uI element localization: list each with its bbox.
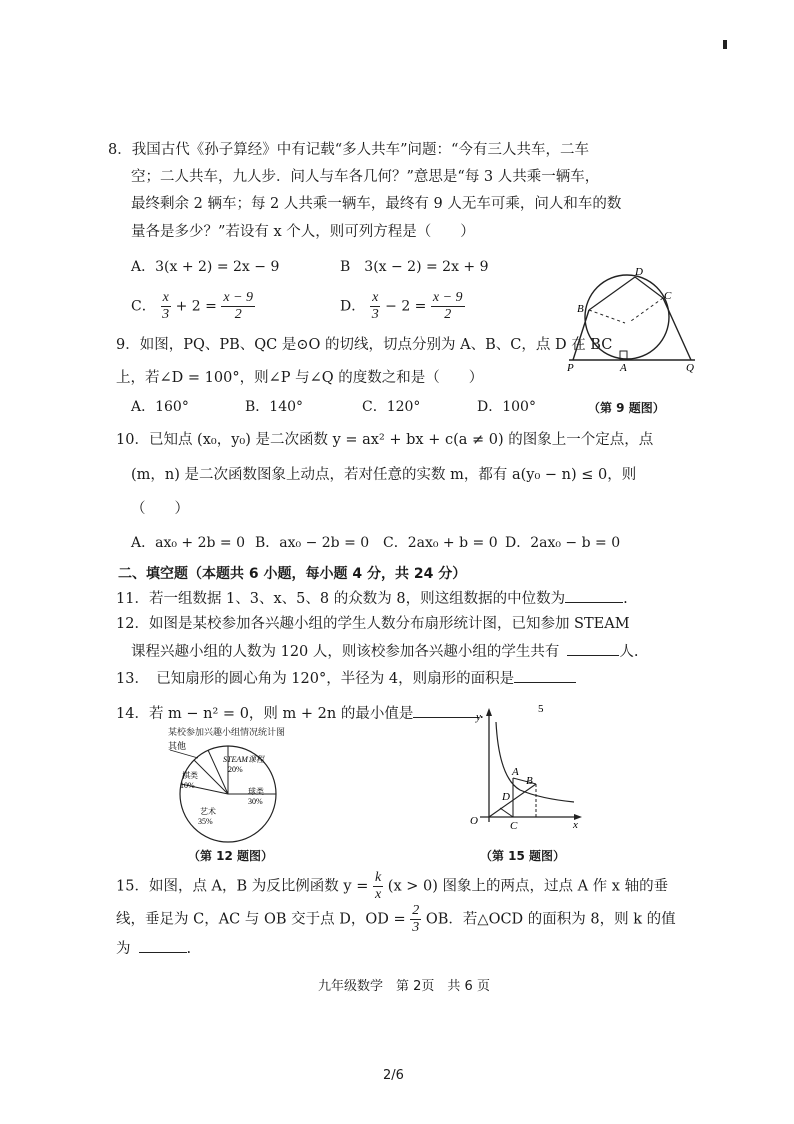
q9-label-a: A xyxy=(620,362,627,373)
q10-line1: 10．已知点 (x₀，y₀) 是二次函数 y = ax² + bx + c(a ≠ 0) 的图象上一个定点，点 xyxy=(116,432,654,448)
frac-den: 2 xyxy=(444,307,452,322)
q14-text: 14．若 m − n² = 0，则 m + 2n 的最小值是 xyxy=(116,706,414,722)
pie-label-other: 其他 xyxy=(168,741,187,751)
q13-line xyxy=(116,668,576,689)
q8-option-b: B 3(x − 2) = 2x + 9 xyxy=(340,259,489,275)
q15-line3-end: . xyxy=(186,941,192,957)
q14-line xyxy=(116,703,484,724)
q12-line1: 12．如图是某校参加各兴趣小组的学生人数分布扇形统计图，已知参加 STEAM xyxy=(116,616,630,632)
q9-line1: 9．如图，PQ、PB、QC 是⊙O 的切线，切点分别为 A、B、C，点 D 在 BC xyxy=(116,337,613,353)
pie-chart xyxy=(168,738,288,848)
fig15-y-arrow xyxy=(486,708,492,716)
q15-figure xyxy=(462,700,587,832)
q9-right-angle xyxy=(620,351,627,359)
q12-line2 xyxy=(131,641,639,662)
q8-option-c-frac1 xyxy=(160,290,171,323)
q10-option-d: D．2ax₀ − b = 0 xyxy=(505,535,621,551)
q9-option-a: A．160° xyxy=(131,399,189,415)
corner-mark xyxy=(723,40,727,49)
pie-label-ball-pct: 30% xyxy=(248,797,263,806)
pie-label-steam-name: STEAM课程 xyxy=(223,755,264,764)
q9-option-d: D．100° xyxy=(477,399,536,415)
q9-line2: 上，若∠D = 100°，则∠P 与∠Q 的度数之和是（ ） xyxy=(116,370,484,386)
q10-option-c: C．2ax₀ + b = 0 xyxy=(383,535,498,551)
pie-label-chess-pct: 10% xyxy=(180,781,195,790)
fig15-label-x: x xyxy=(573,819,578,831)
frac-den: x xyxy=(374,887,382,902)
q8-option-a: A．3(x + 2) = 2x − 9 xyxy=(131,259,280,275)
q9-label-c: C xyxy=(664,290,672,302)
pie-label-art-pct: 35% xyxy=(198,817,213,826)
q15-line3-text: 为 xyxy=(116,941,131,957)
q8-option-c-mid: + 2 = xyxy=(175,298,217,315)
q8-option-c xyxy=(131,290,255,323)
q10-line2: (m，n) 是二次函数图象上动点，若对任意的实数 m，都有 a(y₀ − n) ≤ 0，则 xyxy=(131,467,637,483)
page-footer: 九年级数学 第 2页 共 6 页 xyxy=(318,979,490,994)
fig15-label-d: D xyxy=(502,791,510,803)
fig15-label-b: B xyxy=(526,775,533,787)
q15-caption: （第 15 题图） xyxy=(480,849,566,863)
q9-caption: （第 9 题图） xyxy=(588,401,665,415)
page-number: 2/6 xyxy=(383,1068,404,1083)
q15-line2b: OB．若△OCD 的面积为 8，则 k 的值 xyxy=(425,911,676,928)
fig15-segment-cd xyxy=(500,808,513,817)
pie-label-steam-pct: 20% xyxy=(228,765,243,774)
q8-option-c-frac2 xyxy=(221,290,255,323)
q15-line2a: 线，垂足为 C，AC 与 OB 交于点 D，OD = xyxy=(116,911,406,928)
q9-dashed-oc xyxy=(631,298,663,321)
frac-num: x − 9 xyxy=(432,290,463,305)
pie-title: 某校参加兴趣小组情况统计图 xyxy=(168,728,286,738)
q9-option-b: B．140° xyxy=(245,399,304,415)
q13-blank xyxy=(514,668,576,683)
fig15-label-y: y xyxy=(476,711,481,723)
frac-den: 3 xyxy=(371,307,379,322)
q9-label-p: P xyxy=(567,362,574,373)
q15-line1 xyxy=(116,870,668,903)
q11-blank xyxy=(565,588,623,603)
q15-two-thirds xyxy=(410,903,421,936)
fig15-label-a: A xyxy=(512,766,519,778)
q11-end: . xyxy=(623,591,628,607)
q9-line-dc xyxy=(635,277,663,298)
q15-line2 xyxy=(116,903,676,936)
q8-option-d-label: D． xyxy=(340,298,366,315)
frac-den: 3 xyxy=(412,920,420,935)
frac-num: x xyxy=(372,290,379,305)
q15-line1a: 15．如图，点 A，B 为反比例函数 y = xyxy=(116,878,369,895)
pie-label-art-name: 艺术 xyxy=(200,807,216,816)
frac-den: 2 xyxy=(234,307,242,322)
frac-num: x xyxy=(162,290,169,305)
q9-label-b: B xyxy=(577,303,584,315)
q13-text: 13． 已知扇形的圆心角为 120°，半径为 4，则扇形的面积是 xyxy=(116,671,515,687)
q12-blank xyxy=(567,641,619,656)
q14-end: . xyxy=(479,706,484,722)
frac-num: x − 9 xyxy=(223,290,254,305)
fig15-label-c: C xyxy=(510,820,518,832)
frac-num: 2 xyxy=(412,903,420,918)
q11-line xyxy=(116,588,628,609)
q12-line2-text: 课程兴趣小组的人数为 120 人，则该校参加各兴趣小组的学生共有 xyxy=(131,644,560,660)
q8-line3: 最终剩余 2 辆车；每 2 人共乘一辆车，最终有 9 人无车可乘，问人和车的数 xyxy=(131,196,622,212)
q8-option-d-mid: − 2 = xyxy=(385,298,427,315)
q8-option-c-label: C． xyxy=(131,298,156,315)
q8-option-d xyxy=(340,290,465,323)
q15-blank xyxy=(139,938,187,953)
q8-option-d-frac1 xyxy=(370,290,381,323)
q8-line2: 空；二人共车，九人步．问人与车各几何？”意思是“每 3 人共乘一辆车， xyxy=(131,169,600,185)
frac-num: k xyxy=(374,870,382,885)
q9-label-q: Q xyxy=(686,362,694,373)
q10-option-b: B．ax₀ − 2b = 0 xyxy=(255,535,370,551)
fig15-label-o: O xyxy=(470,815,478,827)
frac-den: 3 xyxy=(162,307,170,322)
pie-label-ball-name: 球类 xyxy=(248,787,264,796)
pie-label-chess-name: 棋类 xyxy=(182,771,198,780)
q8-option-d-frac2 xyxy=(431,290,465,323)
q8-line1: 8．我国古代《孙子算经》中有记载“多人共车”问题：“今有三人共车，二车 xyxy=(108,142,589,158)
q15-k-over-x xyxy=(373,870,383,903)
fig15-curve xyxy=(496,722,574,802)
q15-line3 xyxy=(116,938,191,959)
q9-dashed-ob xyxy=(589,310,625,323)
q8-line4: 量各是多少？”若设有 x 个人，则可列方程是（ ） xyxy=(131,224,475,240)
q15-line1b: (x > 0) 图象上的两点，过点 A 作 x 轴的垂 xyxy=(387,878,669,895)
section-2-heading: 二、填空题（本题共 6 小题，每小题 4 分，共 24 分） xyxy=(118,566,467,582)
q9-figure xyxy=(565,265,700,373)
q12-line2-end: 人. xyxy=(619,644,639,660)
q10-option-a: A．ax₀ + 2b = 0 xyxy=(131,535,246,551)
q11-text: 11．若一组数据 1、3、x、5、8 的众数为 8，则这组数据的中位数为 xyxy=(116,591,566,607)
q12-caption: （第 12 题图） xyxy=(188,849,274,863)
fig15-top-label: 5 xyxy=(538,703,544,715)
pie-other-leader xyxy=(170,750,198,758)
q9-line-bd xyxy=(589,277,635,310)
q10-line3: （ ） xyxy=(131,501,189,517)
q9-label-d: D xyxy=(635,266,643,278)
pie-divider-4 xyxy=(194,760,228,794)
q9-option-c: C．120° xyxy=(362,399,421,415)
